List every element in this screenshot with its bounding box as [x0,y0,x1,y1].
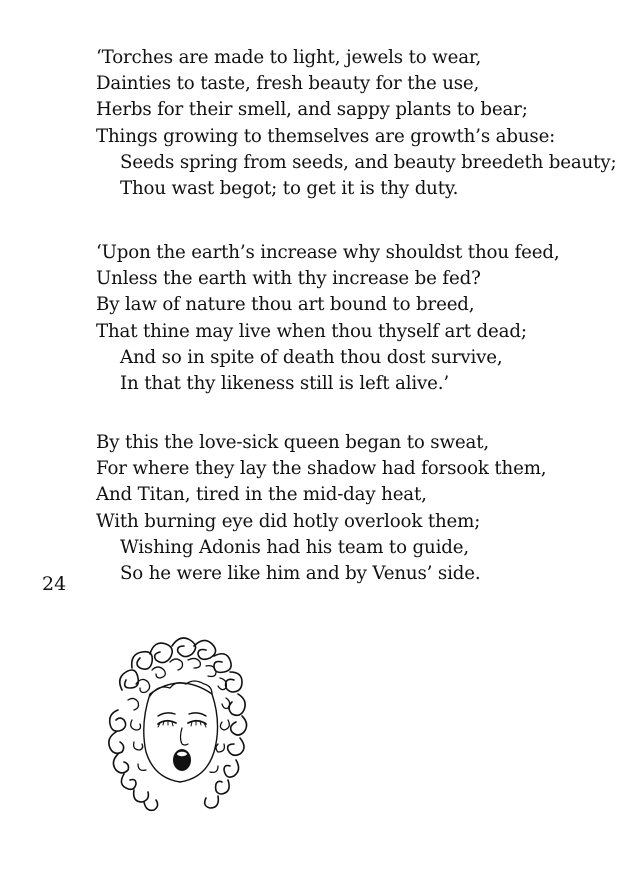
verse-line: And Titan, tired in the mid-day heat, [96,484,427,506]
verse-line: Unless the earth with thy increase be fed? [96,268,481,290]
verse-line: That thine may live when thou thyself art dead; [96,320,527,342]
stanza-1 [96,45,636,202]
verse-line: ‘Upon the earth’s increase why shouldst thou feed, [96,242,560,263]
stanza-2 [96,240,636,397]
verse-line: With burning eye did hotly overlook them; [96,510,481,532]
curly-haired-woman-face-drawing-icon [92,620,272,830]
verse-line: Herbs for their smell, and sappy plants to bear; [96,99,528,121]
verse-line: Things growing to themselves are growth’s abuse: [96,125,556,147]
verse-line-indented: Seeds spring from seeds, and beauty breedeth beauty; [120,151,617,173]
verse-line: For where they lay the shadow had forsook them, [96,458,547,480]
verse-line-indented: In that thy likeness still is left alive.’ [120,373,450,395]
page-number: 24 [42,573,67,595]
stanza-3 [96,430,636,587]
verse-line-indented: Wishing Adonis had his team to guide, [120,536,469,558]
verse-line: By law of nature thou art bound to breed, [96,294,475,316]
verse-line-indented: Thou wast begot; to get it is thy duty. [120,178,459,200]
verse-line: By this the love-sick queen began to sweat, [96,432,489,453]
verse-line-indented: And so in spite of death thou dost survive, [120,346,503,368]
verse-line-indented: So he were like him and by Venus’ side. [120,563,481,585]
verse-line: ‘Torches are made to light, jewels to wear, [96,47,482,68]
verse-line: Dainties to taste, fresh beauty for the use, [96,73,480,95]
